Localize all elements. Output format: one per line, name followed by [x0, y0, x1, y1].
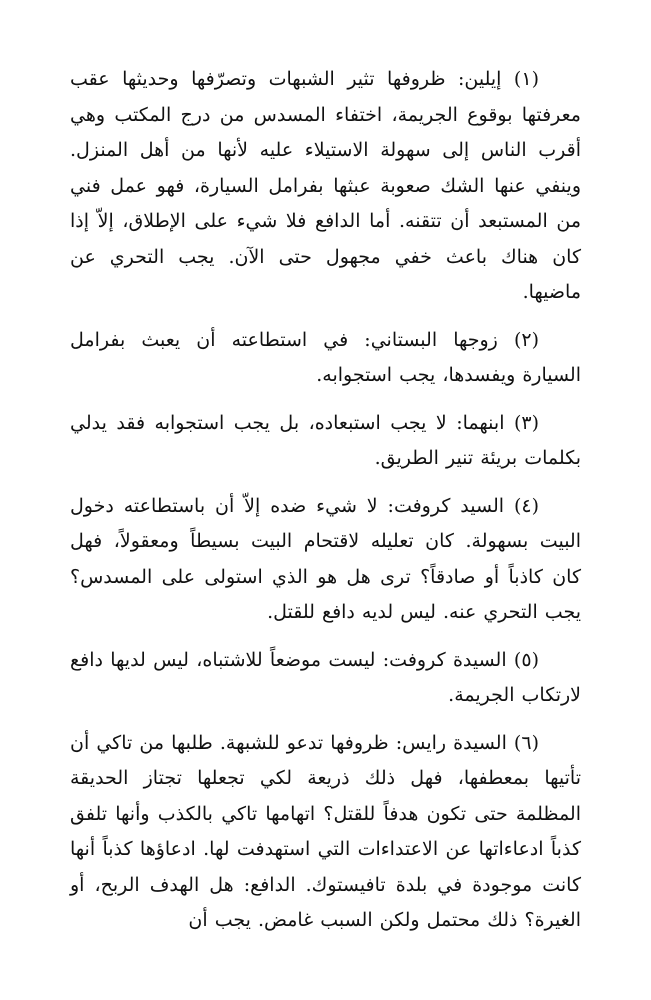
paragraph-6-mrs-rice: (٦) السيدة رايس: ظروفها تدعو للشبهة. طلبها من تاكي أن تأتيها بمعطفها، فهل ذلك ذريعة لكي تجعلها تجتاز الحديقة المظلمة حتى تكون هدفاً للقتل؟ اتهامها تاكي بالكذب وأنها تلفق كذباً ادعاءاتها عن الاعتداءات التي استهدفت لها. ادعاؤها كذباً أنها كانت موجودة في بلدة تافيستوك. الدافع: هل الهدف الربح، أو الغيرة؟ ذلك محتمل ولكن السبب غامض. يجب أن — [70, 731, 581, 931]
paragraph-1-ellen: (١) إيلين: ظروفها تثير الشبهات وتصرّفها وحديثها عقب معرفتها بوقوع الجريمة، اختفاء المسدس من درج المكتب وهي أقرب الناس إلى سهولة الاستيلاء عليه لأنها من أهل المنزل. وينفي عنها الشك صعوبة عبثها بفرامل السيارة، فهو عمل فني من المستبعد أن تتقنه. أما الدافع فلا شيء على الإطلاق، إلاّ إذا كان هناك باعث خفي مجهول حتى الآن. يجب التحري عن ماضيها. — [70, 68, 582, 303]
paragraph-3-son: (٣) ابنهما: لا يجب استبعاده، بل يجب استجوابه فقد يدلي بكلمات بريئة تنير الطريق. — [70, 411, 581, 469]
paragraph-5-mrs-croft: (٥) السيدة كروفت: ليست موضعاً للاشتباه، ليس لديها دافع لارتكاب الجريمة. — [70, 648, 581, 706]
paragraph-2-gardener: (٢) زوجها البستاني: في استطاعته أن يعبث بفرامل السيارة ويفسدها، يجب استجوابه. — [70, 328, 581, 386]
paragraph-4-mr-croft: (٤) السيد كروفت: لا شيء ضده إلاّ أن باستطاعته دخول البيت بسهولة. كان تعليله لاقتحام البيت بسيطاً ومعقولاً، فهل كان كاذباً أو صادقاً؟ ترى هل هو الذي استولى على المسدس؟ يجب التحري عنه. ليس لديه دافع للقتل. — [70, 494, 581, 623]
